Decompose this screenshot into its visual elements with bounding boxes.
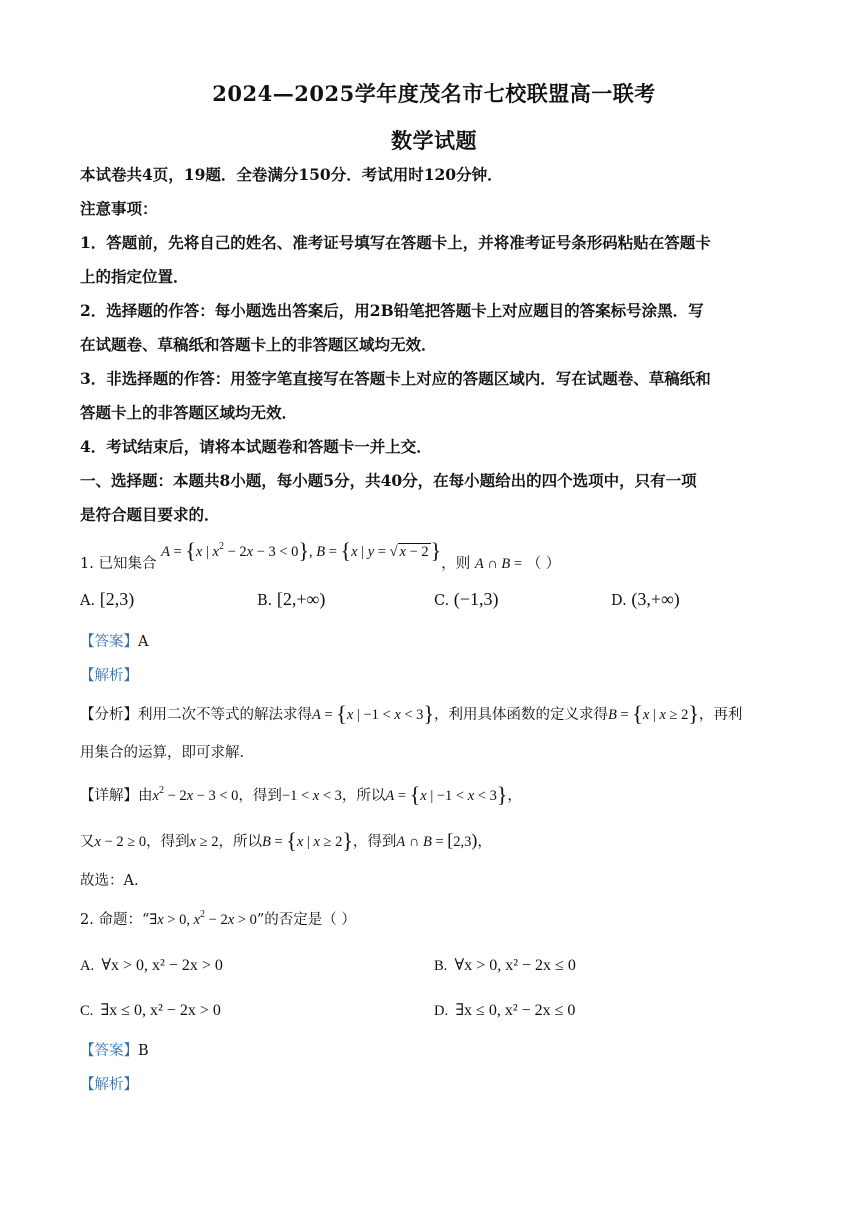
q1-xiangjie-tag: 【详解】 bbox=[80, 788, 138, 804]
q1-option-b-value: [2,+∞) bbox=[276, 589, 326, 609]
q1-option-a-letter: A. bbox=[80, 593, 96, 609]
q1-xj1-range: −1 < x < 3 bbox=[281, 788, 342, 804]
q2-analysis bbox=[80, 1074, 800, 1096]
q1-xj1-b: ，得到 bbox=[238, 788, 282, 804]
notice-3-line-1: 3．非选择题的作答：用签字笔直接写在答题卡上对应的答题区域内．写在试题卷、草稿纸和 bbox=[80, 369, 711, 388]
q1-xj2-range: x ≥ 2 bbox=[189, 834, 219, 850]
q1-xj1-a: 由 bbox=[138, 788, 153, 804]
question-1-suffix: ，则 bbox=[441, 556, 471, 572]
intro-text: 本试卷共4页，19题．全卷满分150分．考试用时120分钟． bbox=[80, 165, 503, 184]
exam-title: 2024—2025学年度茂名市七校联盟高一联考 bbox=[212, 81, 656, 106]
q2-answer-value: B bbox=[138, 1043, 149, 1059]
q1-xj1-ineq: $x^2 - 2x - 3 < 0$ bbox=[152, 785, 239, 804]
q1-option-a bbox=[80, 589, 134, 610]
q1-option-a-value: [2,3) bbox=[99, 589, 135, 609]
q2-option-b-value: ∀x > 0, x² − 2x ≤ 0 bbox=[454, 957, 576, 974]
q2-option-d-letter: D. bbox=[434, 1003, 449, 1019]
q1-option-c bbox=[434, 589, 498, 610]
q1-option-b bbox=[257, 589, 325, 610]
q1-xj2-d: ，得到 bbox=[352, 834, 397, 850]
q2-option-d bbox=[434, 1000, 575, 1020]
q2-option-d-value: ∃x ≤ 0, x² − 2x ≤ 0 bbox=[455, 1002, 576, 1019]
q2-option-c-letter: C. bbox=[80, 1003, 94, 1019]
q1-fenxi-set-b: B = {x | x ≥ 2} bbox=[608, 701, 699, 726]
q2-option-a-letter: A. bbox=[80, 958, 95, 974]
q1-xiangjie-line-1 bbox=[80, 784, 800, 807]
q1-xj2-c: ，所以 bbox=[218, 834, 262, 850]
q1-xj2-b: ，得到 bbox=[146, 834, 190, 850]
question-2-prefix: 2. 命题：“ bbox=[80, 912, 150, 928]
question-2 bbox=[80, 909, 800, 931]
notice-3-line-2: 答题卡上的非答题区域均无效． bbox=[80, 403, 298, 422]
exam-subtitle: 数学试题 bbox=[391, 128, 477, 153]
question-1-prefix: 1. 已知集合 bbox=[80, 556, 157, 572]
q1-fenxi-c: ，再利 bbox=[698, 707, 743, 723]
q1-fenxi-tag: 【分析】 bbox=[80, 707, 138, 723]
q2-option-b bbox=[434, 955, 576, 975]
question-1-formula: A = {x | $x^2 - 2x - 3 < 0$}, B = {x | y = √ x − 2} bbox=[161, 538, 442, 563]
question-2-suffix: ”的否定是（ ） bbox=[256, 912, 356, 928]
q2-option-a-value: ∀x > 0, x² − 2x > 0 bbox=[101, 957, 223, 974]
question-1-target: A ∩ B = bbox=[474, 556, 523, 572]
q2-option-b-letter: B. bbox=[434, 958, 448, 974]
q1-xj1-set: A = {x | −1 < x < 3}， bbox=[385, 782, 522, 807]
q1-xj2-a: 又 bbox=[80, 834, 95, 850]
q1-xj2-result: A ∩ B = [2,3)， bbox=[396, 830, 492, 850]
q1-xj1-c: ，所以 bbox=[341, 788, 386, 804]
q1-option-d-letter: D. bbox=[611, 593, 627, 609]
notice-1-line-2: 上的指定位置． bbox=[80, 267, 189, 286]
section-1-line-2: 是符合题目要求的． bbox=[80, 505, 220, 524]
question-2-formula: ∃x > 0, $x^2 - 2x > 0$ bbox=[149, 909, 257, 928]
notice-4: 4．考试结束后，请将本试题卷和答题卡一并上交． bbox=[80, 437, 432, 456]
q1-option-d bbox=[611, 589, 680, 610]
q1-analysis bbox=[80, 665, 800, 687]
q1-xiangjie-line-2 bbox=[80, 829, 800, 853]
q1-xj2-ineq: x − 2 ≥ 0 bbox=[94, 834, 147, 850]
question-1 bbox=[80, 538, 800, 575]
q1-fenxi-a: 利用二次不等式的解法求得 bbox=[138, 707, 312, 723]
q1-answer-value: A bbox=[138, 634, 149, 650]
q2-option-a bbox=[80, 955, 223, 975]
q1-fenxi-set-a: A = {x | −1 < x < 3} bbox=[312, 701, 434, 726]
section-1-line-1: 一、选择题：本题共8小题，每小题5分，共40分，在每小题给出的四个选项中，只有一项 bbox=[80, 471, 697, 490]
q1-conclusion: 故选：A. bbox=[80, 873, 139, 889]
q1-option-b-letter: B. bbox=[257, 593, 273, 609]
q2-option-c-value: ∃x ≤ 0, x² − 2x > 0 bbox=[100, 1002, 221, 1019]
q1-fenxi-line-1 bbox=[80, 703, 800, 726]
q1-answer bbox=[80, 631, 800, 653]
q2-option-c bbox=[80, 1000, 221, 1020]
q2-answer-tag: 【答案】 bbox=[80, 1043, 138, 1059]
q1-option-c-letter: C. bbox=[434, 593, 450, 609]
q1-answer-tag: 【答案】 bbox=[80, 634, 138, 650]
question-1-blank: （ ） bbox=[526, 556, 561, 572]
q1-xj2-set: B = {x | x ≥ 2} bbox=[261, 828, 353, 853]
q1-fenxi-line-2: 用集合的运算，即可求解. bbox=[80, 745, 245, 761]
notice-2-line-2: 在试题卷、草稿纸和答题卡上的非答题区域均无效． bbox=[80, 335, 437, 354]
q1-option-c-value: (−1,3) bbox=[453, 589, 499, 609]
notice-2-line-1: 2．选择题的作答：每小题选出答案后，用2B铅笔把答题卡上对应题目的答案标号涂黑．写 bbox=[80, 301, 704, 320]
notice-heading: 注意事项： bbox=[80, 199, 158, 218]
q2-answer bbox=[80, 1040, 800, 1062]
q1-fenxi-b: ，利用具体函数的定义求得 bbox=[434, 707, 608, 723]
q1-analysis-tag: 【解析】 bbox=[80, 668, 138, 684]
q2-analysis-tag: 【解析】 bbox=[80, 1077, 138, 1093]
q1-option-d-value: (3,+∞) bbox=[631, 589, 680, 609]
notice-1-line-1: 1．答题前，先将自己的姓名、准考证号填写在答题卡上，并将准考证号条形码粘贴在答题卡 bbox=[80, 233, 711, 252]
